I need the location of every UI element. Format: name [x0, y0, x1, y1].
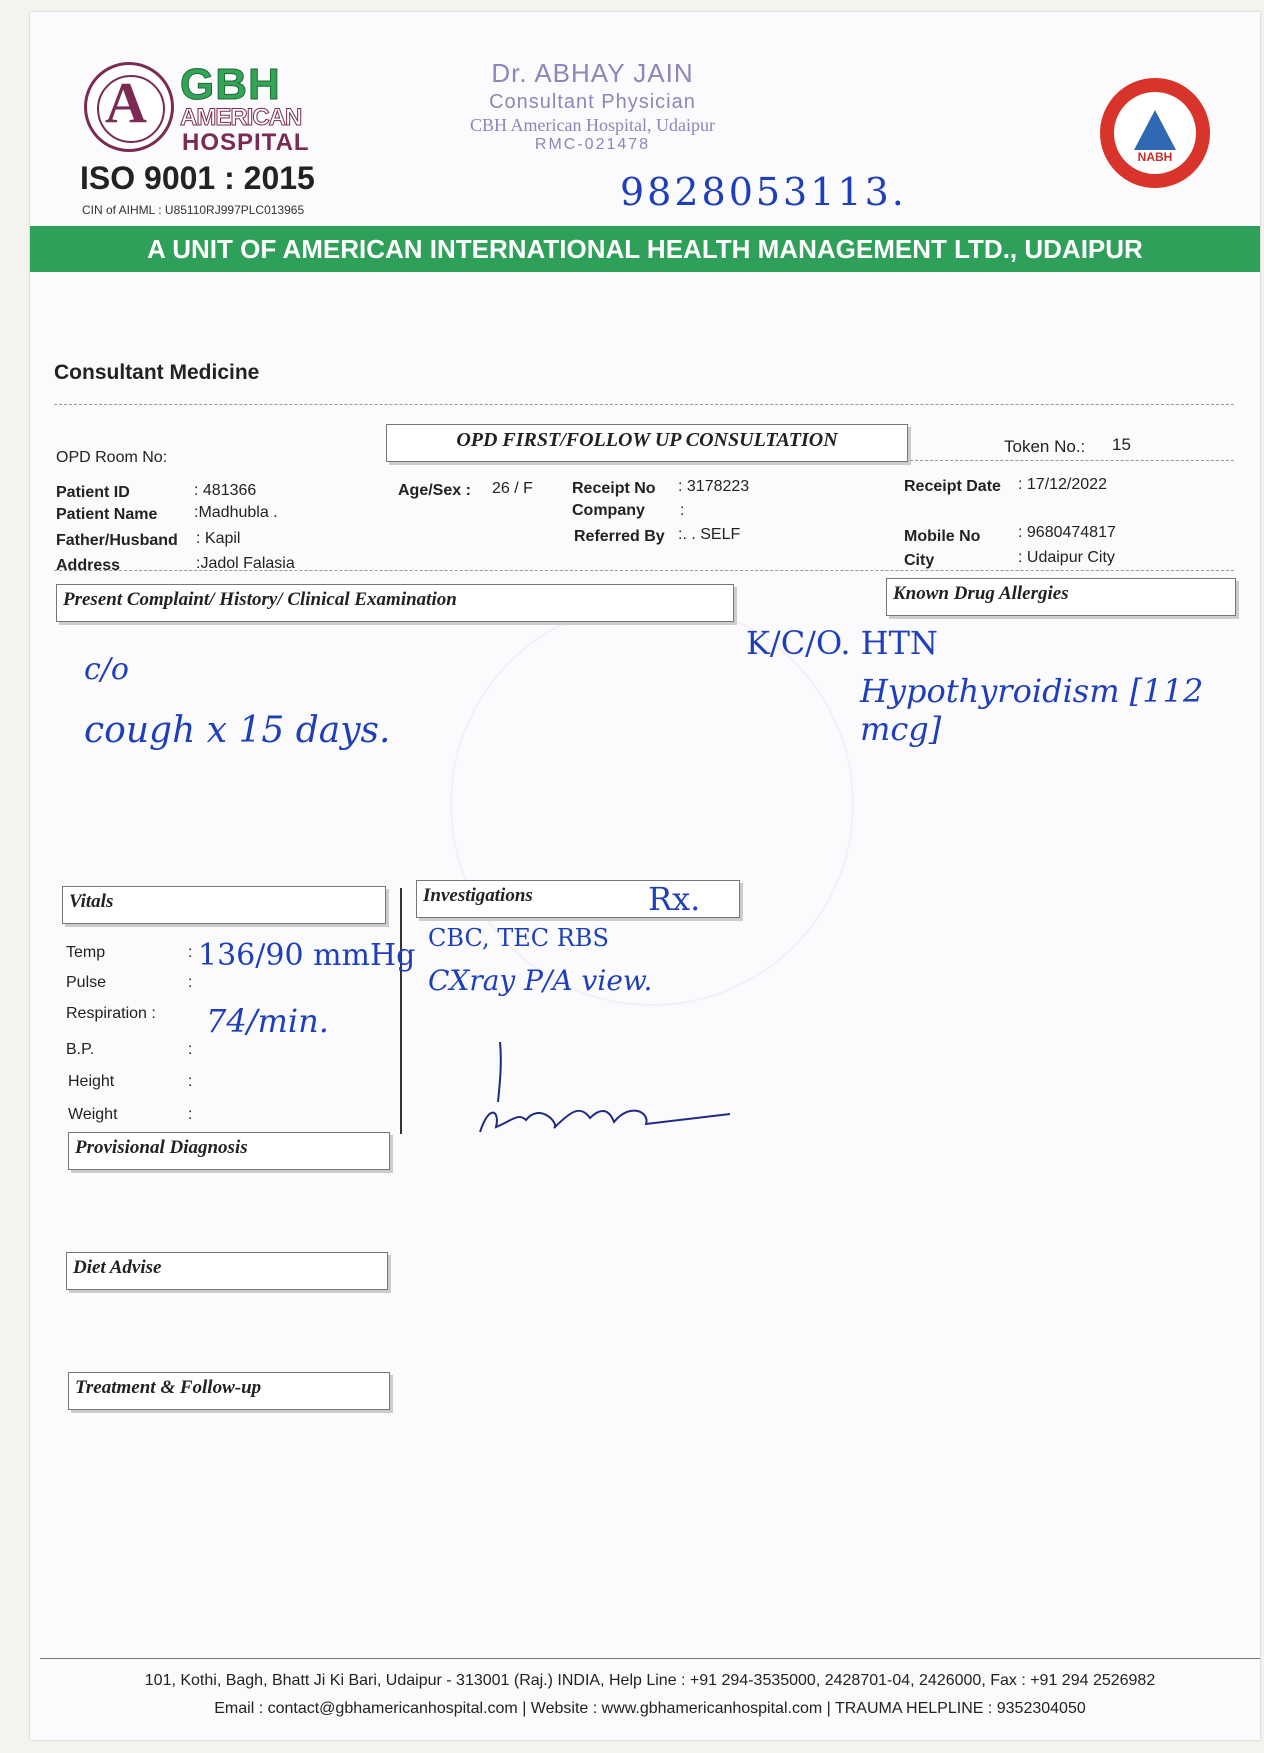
handwritten-complaint-1: c/o: [84, 652, 129, 687]
opd-room-label: OPD Room No:: [56, 449, 168, 466]
handwritten-phone: 9828053113.: [620, 170, 907, 214]
handwritten-complaint-2: cough x 15 days.: [84, 710, 391, 751]
age-sex-value: 26 / F: [492, 480, 533, 497]
footer-contact: Email : contact@gbhamericanhospital.com | Website : www.gbhamericanhospital.com | TRAUMA HELPLINE : 9352304050: [214, 1700, 1086, 1717]
handwritten-pulse: 74/min.: [206, 1002, 329, 1040]
allergies-section-header: Known Drug Allergies: [886, 578, 1236, 616]
vital-pulse-label: Pulse: [66, 974, 107, 991]
doctor-name: Dr. ABHAY JAIN: [491, 58, 694, 88]
receipt-no-label: Receipt No: [572, 480, 656, 497]
age-sex-label: Age/Sex :: [398, 482, 471, 499]
handwritten-bp: 136/90 mmHg: [198, 938, 416, 973]
company-value: :: [680, 502, 685, 519]
receipt-date-label: Receipt Date: [904, 478, 1001, 495]
city-value: : Udaipur City: [1018, 549, 1115, 566]
form-title-box: [386, 424, 908, 462]
consultation-sheet: [30, 12, 1260, 1740]
vital-temp-label: Temp: [66, 944, 106, 961]
mobile-label: Mobile No: [904, 528, 981, 545]
complaint-section-header: Present Complaint/ History/ Clinical Examination: [56, 584, 734, 622]
handwritten-known-case-2: Hypothyroidism [112 mcg]: [860, 672, 1204, 748]
organization-band: A UNIT OF AMERICAN INTERNATIONAL HEALTH MANAGEMENT LTD., UDAIPUR: [30, 226, 1260, 272]
divider: [54, 404, 1234, 405]
father-label: Father/Husband: [56, 532, 178, 549]
investigations-section-header: Investigations: [416, 880, 740, 918]
vital-bp-colon: :: [188, 1041, 193, 1058]
nabh-seal-icon: NABH: [1100, 78, 1210, 188]
handwritten-known-case-1: K/C/O. HTN: [746, 624, 938, 662]
patient-id-label: Patient ID: [56, 484, 130, 501]
doctor-title: Consultant Physician: [489, 91, 696, 113]
vital-height-colon: :: [188, 1073, 193, 1090]
divider: [54, 570, 1234, 571]
address-value: :Jadol Falasia: [196, 555, 295, 572]
vitals-section-header: Vitals: [62, 886, 386, 924]
referred-by-label: Referred By: [574, 528, 665, 545]
doctor-signature: [470, 1032, 770, 1142]
footer-address: 101, Kothi, Bagh, Bhatt Ji Ki Bari, Udaipur - 313001 (Raj.) INDIA, Help Line : +91 294-3535000, 2428701-04, 2426000, Fax : +91 294 2526982: [144, 1672, 1156, 1689]
doctor-stamp: [470, 58, 715, 154]
vital-weight-colon: :: [188, 1106, 193, 1123]
city-label: City: [904, 552, 935, 569]
patient-id-value: : 481366: [194, 482, 257, 499]
patient-name-label: Patient Name: [56, 506, 158, 523]
department-title: Consultant Medicine: [54, 361, 260, 384]
handwritten-investigation-1: CBC, TEC RBS: [428, 924, 609, 952]
footer-divider: [40, 1658, 1260, 1659]
vertical-divider: [400, 888, 402, 1134]
vital-weight-label: Weight: [68, 1106, 118, 1123]
iso-certification: ISO 9001 : 2015: [80, 160, 315, 196]
form-title: OPD FIRST/FOLLOW UP CONSULTATION: [456, 429, 838, 451]
doctor-registration: RMC-021478: [534, 136, 651, 153]
diagnosis-section-header: Provisional Diagnosis: [68, 1132, 390, 1170]
hospital-logo-icon: A: [84, 62, 174, 152]
mobile-value: : 9680474817: [1018, 524, 1116, 541]
vital-height-label: Height: [68, 1073, 115, 1090]
vital-pulse-colon: :: [188, 974, 193, 991]
address-label: Address: [56, 557, 121, 574]
treatment-section-header: Treatment & Follow-up: [68, 1372, 390, 1410]
brand-line-hospital: HOSPITAL: [182, 129, 310, 156]
vital-respiration-label: Respiration :: [66, 1005, 156, 1022]
receipt-date-value: : 17/12/2022: [1018, 476, 1107, 493]
referred-by-value: :. . SELF: [678, 526, 741, 543]
father-value: : Kapil: [196, 530, 241, 547]
brand-line-american: AMERICAN: [180, 104, 302, 131]
company-label: Company: [572, 502, 645, 519]
vital-bp-label: B.P.: [66, 1041, 95, 1058]
token-value: 15: [1112, 435, 1131, 454]
handwritten-investigation-2: CXray P/A view.: [428, 964, 653, 997]
doctor-hospital: CBH American Hospital, Udaipur: [470, 115, 715, 135]
diet-section-header: Diet Advise: [66, 1252, 388, 1290]
receipt-no-value: : 3178223: [678, 478, 750, 495]
patient-name-value: :Madhubla .: [194, 504, 278, 521]
brand-name: GBH: [180, 60, 281, 109]
cin-number: CIN of AIHML : U85110RJ997PLC013965: [82, 203, 305, 217]
vital-temp-colon: :: [188, 944, 193, 961]
divider: [910, 460, 1234, 461]
token-label: Token No.:: [1004, 437, 1086, 456]
handwritten-rx: Rx.: [648, 880, 701, 918]
